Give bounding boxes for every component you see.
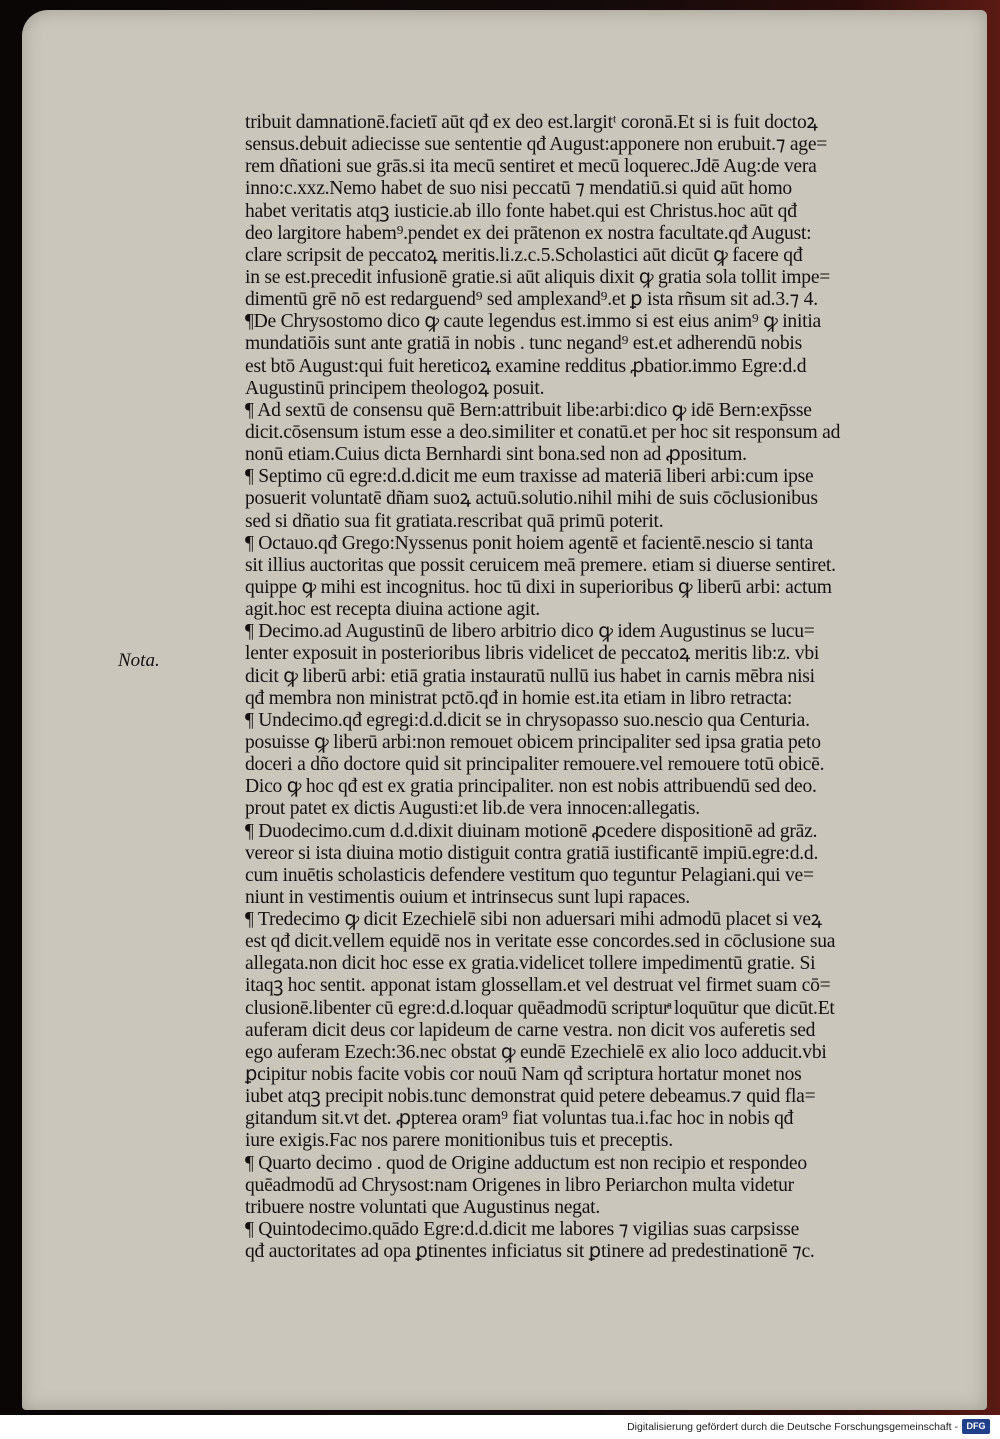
text-line: doceri a dño doctore quid sit principaliter remouere.vel remouere totū obicē. — [245, 754, 825, 776]
text-line: deo largitore habem⁹.pendet ex dei prātenon ex nostra facultate.qđ August: — [245, 222, 812, 244]
text-line: rem dñationi sue grās.si ita mecū sentiret et mecū loquerec.Jdē Aug:de vera — [245, 156, 817, 178]
text-line: sensus.debuit adiecisse sue sententie qđ August:apponere non erubuit.⁊ age= — [245, 134, 828, 156]
text-line: mundatiōis sunt ante gratiā in nobis . tunc negand⁹ est.et adherendū nobis — [245, 333, 802, 355]
text-line: est btō August:qui fuit hereticoꝝ examine redditus ꝓbatior.immo Egre:d.d — [245, 355, 807, 377]
text-line: lenter exposuit in posterioribus libris videlicet de peccatoꝝ meritis lib:z. vbi — [245, 643, 820, 665]
footer-bar — [0, 1415, 1000, 1439]
text-line: ¶ Ad sextū de consensu quē Bern:attribuit libe:arbi:dico ꝙ idē Bern:exp̄sse — [245, 399, 812, 421]
text-line: posuisse ꝙ liberū arbi:non remouet obicem principaliter sed ipsa gratia peto — [245, 731, 821, 753]
text-line: iubet atqꝫ precipit nobis.tunc demonstrat quid petere debeamus.⁊ quid fla= — [245, 1086, 816, 1108]
text-line: Augustinū principem theologoꝝ posuit. — [245, 377, 545, 399]
text-line: ¶ Septimo cū egre:d.d.dicit me eum traxisse ad materiā liberi arbi:cum ipse — [245, 466, 814, 488]
text-line: habet veritatis atqꝫ iusticie.ab illo fonte habet.qui est Christus.hoc aūt qđ — [245, 200, 797, 222]
text-line: qđ auctoritates ad opa ꝑtinentes inficiatus sit ꝑtinere ad predestinationē ⁊c. — [245, 1241, 815, 1263]
text-line: in se est.precedit infusionē gratie.si aūt aliquis dixit ꝙ gratia sola tollit impe= — [245, 266, 831, 288]
text-line: iure exigis.Fac nos parere monitionibus tuis et preceptis. — [245, 1130, 673, 1152]
text-line: ego auferam Ezech:36.nec obstat ꝙ eundē Ezechielē ex alio loco adducit.vbi — [245, 1041, 827, 1063]
funding-credit: Digitalisierung gefördert durch die Deutsche Forschungsgemeinschaft - — [627, 1421, 958, 1433]
text-line: ¶ Octauo.qđ Grego:Nyssenus ponit hoiem agentē et facientē.nescio si tanta — [245, 532, 813, 554]
text-line: ¶De Chrysostomo dico ꝙ caute legendus est.immo si est eius anim⁹ ꝙ initia — [245, 311, 821, 333]
text-line: quēadmodū ad Chrysost:nam Origenes in libro Periarchon multa videtur — [245, 1174, 794, 1196]
text-line: ¶ Quintodecimo.quādo Egre:d.d.dicit me labores ⁊ vigilias suas carpsisse — [245, 1219, 800, 1241]
text-line: posuerit voluntatē dñam suoꝝ actuū.solutio.nihil mihi de suis cōclusionibus — [245, 488, 818, 510]
text-line: clare scripsit de peccatoꝝ meritis.li.z.c.5.Scholastici aūt dicūt ꝙ facere qđ — [245, 244, 803, 266]
text-line: Dico ꝙ hoc qđ est ex gratia principaliter. non est nobis attribuendū sed deo. — [245, 776, 817, 798]
text-line: dicit ꝙ liberū arbi: etiā gratia instauratū nullū ius habet in carnis mēbra nisi — [245, 665, 815, 687]
text-line: ꝑcipitur nobis facite vobis cor nouū Nam qđ scriptura hortatur monet nos — [245, 1064, 802, 1086]
text-line: clusionē.libenter cū egre:d.d.loquar quēadmodū scripturͣ loquūtur que dicūt.Et — [245, 997, 835, 1019]
text-line: niunt in vestimentis ouium et intrinsecus sunt lupi rapaces. — [245, 886, 690, 908]
text-line: vereor si ista diuina motio distiguit contra gratiā iustificantē impiū.egre:d.d. — [245, 842, 819, 864]
text-line: nonū etiam.Cuius dicta Bernhardi sint bona.sed non ad ꝓpositum. — [245, 444, 747, 466]
text-line: ¶ Decimo.ad Augustinū de libero arbitrio dico ꝙ idem Augustinus se lucu= — [245, 621, 815, 643]
text-line: gitandum sit.vt det. ꝓpterea oram⁹ fiat voluntas tua.i.fac hoc in nobis qđ — [245, 1108, 794, 1130]
margin-note: Nota. — [118, 650, 160, 671]
text-line: sed si dñatio sua fit gratiata.rescribat quā primū poterit. — [245, 510, 664, 532]
text-line: quippe ꝙ mihi est incognitus. hoc tū dixi in superioribus ꝙ liberū arbi: actum — [245, 576, 832, 598]
text-line: est qđ dicit.vellem equidē nos in veritate esse concordes.sed in cōclusione sua — [245, 931, 836, 953]
text-line: ¶ Undecimo.qđ egregi:d.d.dicit se in chrysopasso suo.nescio qua Centuria. — [245, 709, 810, 731]
text-line: ¶ Duodecimo.cum d.d.dixit diuinam motionē ꝓcedere dispositionē ad grāz. — [245, 820, 818, 842]
text-block — [245, 112, 940, 1263]
text-line: dicit.cōsensum istum esse a deo.similiter et conatū.et per hoc sit responsum ad — [245, 421, 841, 443]
text-line: cum inuētis scholasticis defendere vestitum quo teguntur Pelagiani.qui ve= — [245, 864, 814, 886]
text-line: allegata.non dicit hoc esse ex gratia.videlicet tollere impedimentū gratie. Si — [245, 953, 816, 975]
text-line: qđ membra non ministrat pctō.qđ in homie est.ita etiam in libro retracta: — [245, 687, 793, 709]
text-line: tribuit damnationē.facietī aūt qđ ex deo est.largitᵗ coronā.Et si is fuit doctoꝝ — [245, 112, 818, 133]
text-line: sit illius auctoritas que possit ceruicem meā premere. etiam si diuerse sentiret. — [245, 554, 836, 576]
text-line: tribuere nostre voluntati que Augustinus negat. — [245, 1196, 601, 1218]
text-line: ¶ Tredecimo ꝙ dicit Ezechielē sibi non aduersari mihi admodū placet si veꝝ — [245, 909, 822, 931]
dfg-logo: DFG — [962, 1419, 990, 1434]
text-line: agit.hoc est recepta diuina actione agit. — [245, 599, 540, 621]
text-line: inno:c.xxz.Nemo habet de suo nisi peccatū ⁊ mendatiū.si quid aūt homo — [245, 178, 792, 200]
text-line: dimentū grē nō est redarguend⁹ sed amplexand⁹.et ꝑ ista rñsum sit ad.3.⁊ 4. — [245, 289, 818, 311]
text-line: itaqꝫ hoc sentit. apponat istam glossellam.et vel destruat vel firmet suam cō= — [245, 975, 831, 997]
text-line: prout patet ex dictis Augusti:et lib.de vera innocen:allegatis. — [245, 798, 700, 820]
text-line: auferam dicit deus cor lapideum de carne vestra. non dicit vos auferetis sed — [245, 1019, 816, 1041]
text-line: ¶ Quarto decimo . quod de Origine adductum est non recipio et respondeo — [245, 1152, 807, 1174]
